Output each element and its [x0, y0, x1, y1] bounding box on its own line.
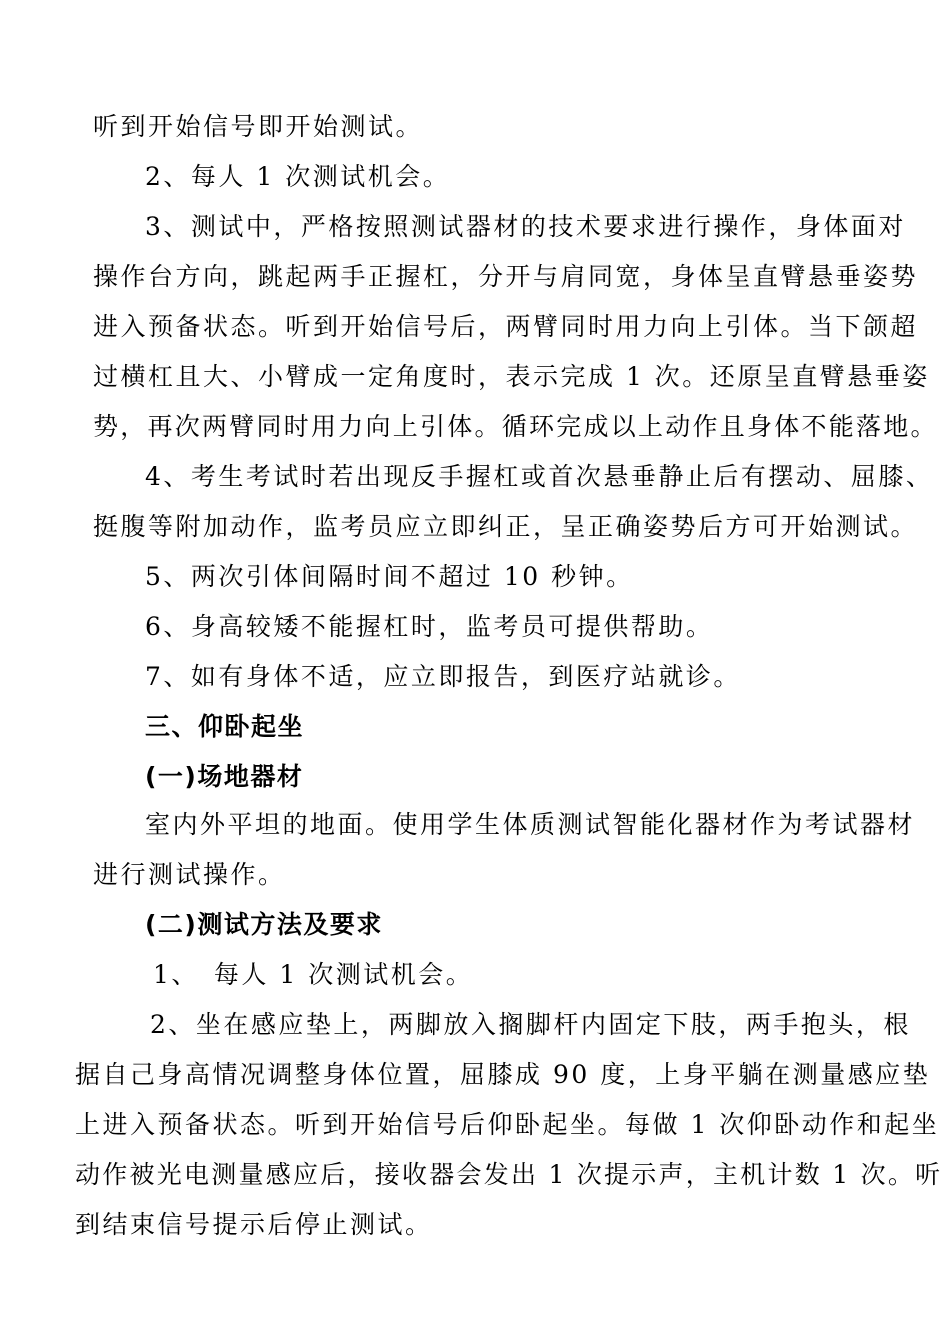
- list-item-2: 2、坐在感应垫上，两脚放入搁脚杆内固定下肢，两手抱头，根: [150, 1010, 911, 1039]
- paragraph-line: 到结束信号提示后停止测试。: [75, 1210, 433, 1239]
- paragraph-line: 进行测试操作。: [93, 860, 286, 889]
- subsection-heading: (二)测试方法及要求: [145, 910, 383, 939]
- list-item-4: 4、考生考试时若出现反手握杠或首次悬垂静止后有摆动、屈膝、: [145, 462, 934, 491]
- paragraph-line: 势，再次两臂同时用力向上引体。循环完成以上动作且身体不能落地。: [93, 412, 938, 441]
- paragraph-line: 过横杠且大、小臂成一定角度时，表示完成 1 次。还原呈直臂悬垂姿: [93, 362, 930, 391]
- list-item-2: 2、每人 1 次测试机会。: [145, 162, 451, 191]
- list-item-7: 7、如有身体不适，应立即报告，到医疗站就诊。: [145, 662, 741, 691]
- list-item-3: 3、测试中，严格按照测试器材的技术要求进行操作，身体面对: [145, 212, 906, 241]
- list-item-6: 6、身高较矮不能握杠时，监考员可提供帮助。: [145, 612, 714, 641]
- paragraph-line: 动作被光电测量感应后，接收器会发出 1 次提示声，主机计数 1 次。听: [75, 1160, 943, 1189]
- paragraph-line: 室内外平坦的地面。使用学生体质测试智能化器材作为考试器材: [145, 810, 916, 839]
- subsection-heading: (一)场地器材: [145, 762, 304, 791]
- paragraph-line: 上进入预备状态。听到开始信号后仰卧起坐。每做 1 次仰卧动作和起坐: [75, 1110, 940, 1139]
- section-heading: 三、仰卧起坐: [145, 712, 305, 741]
- paragraph-line: 挺腹等附加动作，监考员应立即纠正，呈正确姿势后方可开始测试。: [93, 512, 919, 541]
- paragraph-line: 进入预备状态。听到开始信号后，两臂同时用力向上引体。当下颌超: [93, 312, 919, 341]
- list-item-5: 5、两次引体间隔时间不超过 10 秒钟。: [145, 562, 634, 591]
- paragraph-line: 听到开始信号即开始测试。: [93, 112, 424, 141]
- list-item-1: 1、 每人 1 次测试机会。: [153, 960, 474, 989]
- paragraph-line: 操作台方向，跳起两手正握杠，分开与肩同宽，身体呈直臂悬垂姿势: [93, 262, 919, 291]
- paragraph-line: 据自己身高情况调整身体位置，屈膝成 90 度，上身平躺在测量感应垫: [75, 1060, 931, 1089]
